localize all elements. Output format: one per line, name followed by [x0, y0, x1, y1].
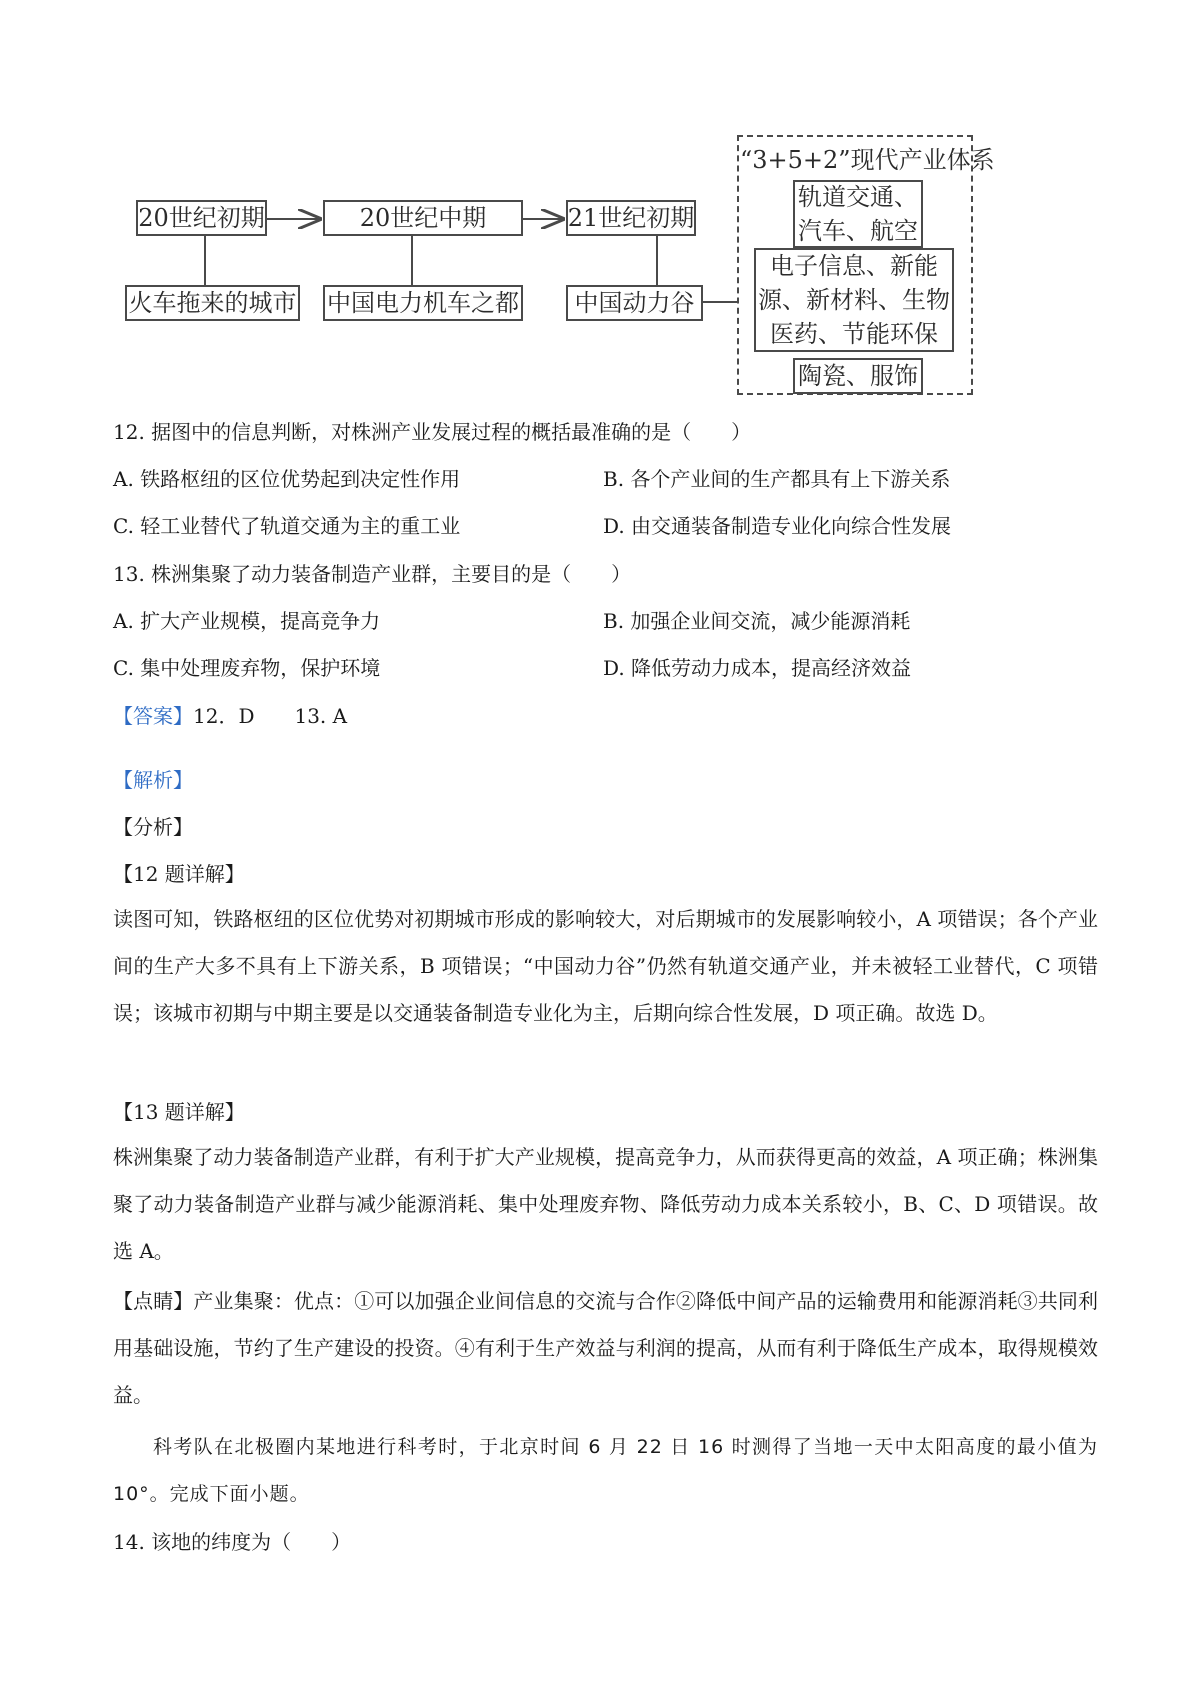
- stage-desc-3: 中国动力谷: [566, 285, 703, 321]
- q13-option-d: D. 降低劳动力成本，提高经济效益: [603, 656, 912, 680]
- question-13-stem: 13. 株洲集聚了动力装备制造产业群，主要目的是（ ）: [113, 562, 632, 586]
- stage-desc-1: 火车拖来的城市: [125, 285, 300, 321]
- industry-group-3: 陶瓷、服饰: [793, 358, 923, 394]
- detail-13-label: 【13 题详解】: [113, 1100, 245, 1124]
- fenxi-label: 【分析】: [113, 815, 193, 839]
- system-title: “3+5+2”现代产业体系: [740, 146, 995, 174]
- intro-text: 科考队在北极圈内某地进行科考时，于北京时间 6 月 22 日 16 时测得了当地一天中太阳高度的最小值为 10°。完成下面小题。: [113, 1436, 1098, 1505]
- q12-option-b: B. 各个产业间的生产都具有上下游关系: [603, 467, 951, 491]
- detail-12-label: 【12 题详解】: [113, 862, 245, 886]
- analysis-label: 【解析】: [113, 768, 193, 792]
- stage-box-2: 20世纪中期: [323, 200, 523, 236]
- industry-group-1: 轨道交通、汽车、航空: [793, 180, 923, 248]
- industry-development-diagram: [0, 0, 1200, 410]
- stage-box-3: 21世纪初期: [566, 200, 696, 236]
- q13-option-c: C. 集中处理废弃物，保护环境: [113, 656, 381, 680]
- answer-label: 【答案】: [113, 704, 193, 728]
- q12-option-c: C. 轻工业替代了轨道交通为主的重工业: [113, 514, 461, 538]
- answer-text: 12．D 13. A: [193, 704, 348, 728]
- q13-option-b: B. 加强企业间交流，减少能源消耗: [603, 609, 911, 633]
- dianjing-text: 【点睛】产业集聚：优点：①可以加强企业间信息的交流与合作②降低中间产品的运输费用和能源消耗③共同利用基础设施，节约了生产建设的投资。④有利于生产效益与利润的提高，从而有利于降低生产成本，取得规模效益。: [113, 1289, 1098, 1407]
- q12-option-d: D. 由交通装备制造专业化向综合性发展: [603, 514, 952, 538]
- q12-option-a: A. 铁路枢纽的区位优势起到决定性作用: [113, 467, 461, 491]
- stage-box-1: 20世纪初期: [136, 200, 267, 236]
- industry-group-2: 电子信息、新能源、新材料、生物医药、节能环保: [754, 248, 954, 352]
- question-12-stem: 12. 据图中的信息判断，对株洲产业发展过程的概括最准确的是（ ）: [113, 420, 752, 444]
- detail-12-text: 读图可知，铁路枢纽的区位优势对初期城市形成的影响较大，对后期城市的发展影响较小，A 项错误；各个产业间的生产大多不具有上下游关系，B 项错误；“中国动力谷”仍然有轨道交通产业，并未被轻工业替代，C 项错误；该城市初期与中期主要是以交通装备制造专业化为主，后期向综合性发展，D 项正确。故选 D。: [113, 907, 1098, 1025]
- detail-13-text: 株洲集聚了动力装备制造产业群，有利于扩大产业规模，提高竞争力，从而获得更高的效益，A 项正确；株洲集聚了动力装备制造产业群与减少能源消耗、集中处理废弃物、降低劳动力成本关系较小，B、C、D 项错误。故选 A。: [113, 1145, 1098, 1263]
- q13-option-a: A. 扩大产业规模，提高竞争力: [113, 609, 381, 633]
- stage-desc-2: 中国电力机车之都: [323, 285, 523, 321]
- question-14-stem: 14. 该地的纬度为（ ）: [113, 1530, 352, 1554]
- answer-line: [113, 702, 347, 730]
